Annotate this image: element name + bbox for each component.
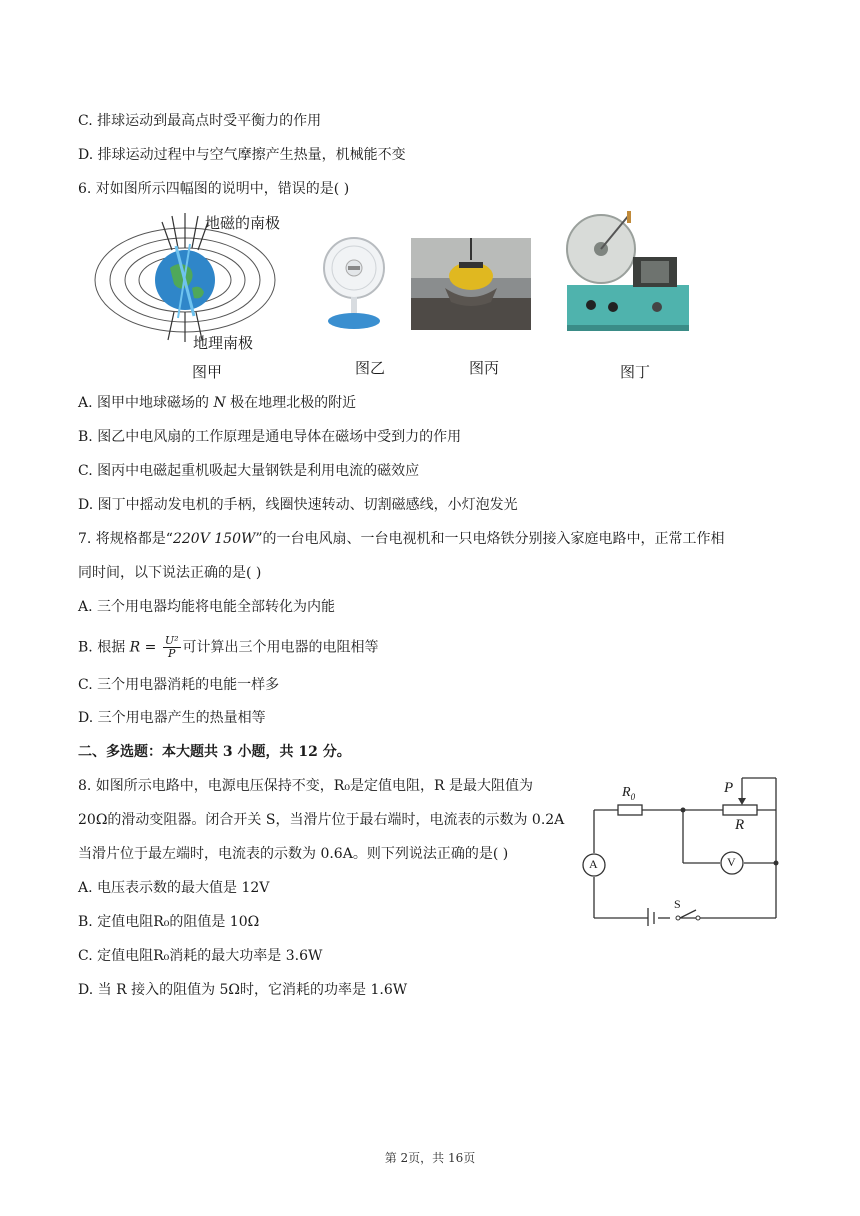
label-r0-main: R [622, 785, 631, 800]
q7-stem-pre: 7. 将规格都是“ [78, 531, 173, 547]
q6-option-c: C. 图丙中电磁起重机吸起大量钢铁是利用电流的磁效应 [78, 463, 420, 479]
q8-option-d: D. 当 R 接入的阻值为 5Ω时，它消耗的功率是 1.6W [78, 982, 408, 998]
caption-figure-jia: 图甲 [192, 363, 223, 381]
q8-stem-line3: 当滑片位于最左端时，电流表的示数为 0.6A。则下列说法正确的是( ) [78, 846, 509, 862]
label-r0 [622, 785, 635, 802]
q7-option-d: D. 三个用电器产生的热量相等 [78, 710, 266, 726]
circuit-diagram [578, 776, 786, 926]
q7-option-b-text-2: 可计算出三个用电器的电阻相等 [182, 639, 379, 656]
q7-formula-denominator: P [167, 647, 176, 660]
figure-yi-electric-fan [318, 235, 390, 331]
q6-option-a-text-1: A. 图甲中地球磁场的 [78, 395, 210, 411]
figure-bing-electromagnetic-crane [411, 238, 531, 330]
q8-option-a: A. 电压表示数的最大值是 12V [78, 880, 270, 896]
caption-figure-yi: 图乙 [355, 359, 386, 377]
q5-option-d: D. 排球运动过程中与空气摩擦产生热量，机械能不变 [78, 147, 406, 163]
q6-option-a-text-2: 极在地理北极的附近 [230, 395, 357, 411]
q6-option-a [78, 393, 356, 413]
q8-option-c: C. 定值电阻R₀消耗的最大功率是 3.6W [78, 948, 323, 964]
caption-figure-bing: 图丙 [469, 359, 500, 377]
q7-stem-post: ”的一台电风扇、一台电视机和一只电烙铁分别接入家庭电路中，正常工作相 [255, 531, 725, 547]
voltmeter-label: V [727, 855, 736, 869]
label-magnetic-south-pole: 地磁的南极 [205, 214, 281, 232]
q7-formula-numerator: U² [164, 634, 179, 647]
q5-option-c: C. 排球运动到最高点时受平衡力的作用 [78, 113, 322, 129]
page-footer: 第 2页，共 16页 [384, 1151, 476, 1165]
q7-formula-lhs: R = [129, 639, 157, 656]
label-r: R [735, 817, 745, 833]
q8-stem-line2: 20Ω的滑动变阻器。闭合开关 S，当滑片位于最右端时，电流表的示数为 0.2A [78, 812, 565, 828]
q8-option-b: B. 定值电阻R₀的阻值是 10Ω [78, 914, 260, 930]
q6-option-b: B. 图乙中电风扇的工作原理是通电导体在磁场中受到力的作用 [78, 429, 462, 445]
q6-stem: 6. 对如图所示四幅图的说明中，错误的是( ) [78, 181, 350, 197]
q7-option-c: C. 三个用电器消耗的电能一样多 [78, 677, 280, 693]
switch-label: S [674, 897, 681, 911]
q7-option-b [78, 635, 379, 660]
q7-stem-line1 [78, 529, 725, 549]
q7-stem-line2: 同时间，以下说法正确的是( ) [78, 565, 262, 581]
q7-stem-spec: 220V 150W [172, 531, 256, 547]
label-r0-sub: 0 [630, 791, 636, 802]
q7-option-b-text-1: B. 根据 [78, 639, 126, 656]
q7-formula-fraction [163, 635, 181, 660]
q6-option-d: D. 图丁中摇动发电机的手柄，线圈快速转动、切割磁感线，小灯泡发光 [78, 497, 518, 513]
label-geographic-south-pole: 地理南极 [193, 334, 254, 352]
q6-option-a-var: N [213, 395, 226, 411]
figure-ding-hand-generator [561, 209, 695, 333]
q7-option-a: A. 三个用电器均能将电能全部转化为内能 [78, 599, 336, 615]
q8-stem-line1: 8. 如图所示电路中，电源电压保持不变，R₀是定值电阻，R 是最大阻值为 [78, 778, 533, 794]
label-p: P [724, 780, 734, 796]
caption-figure-ding: 图丁 [620, 363, 651, 381]
ammeter-label: A [589, 857, 598, 871]
section-heading: 二、多选题：本大题共 3 小题，共 12 分。 [78, 744, 351, 760]
